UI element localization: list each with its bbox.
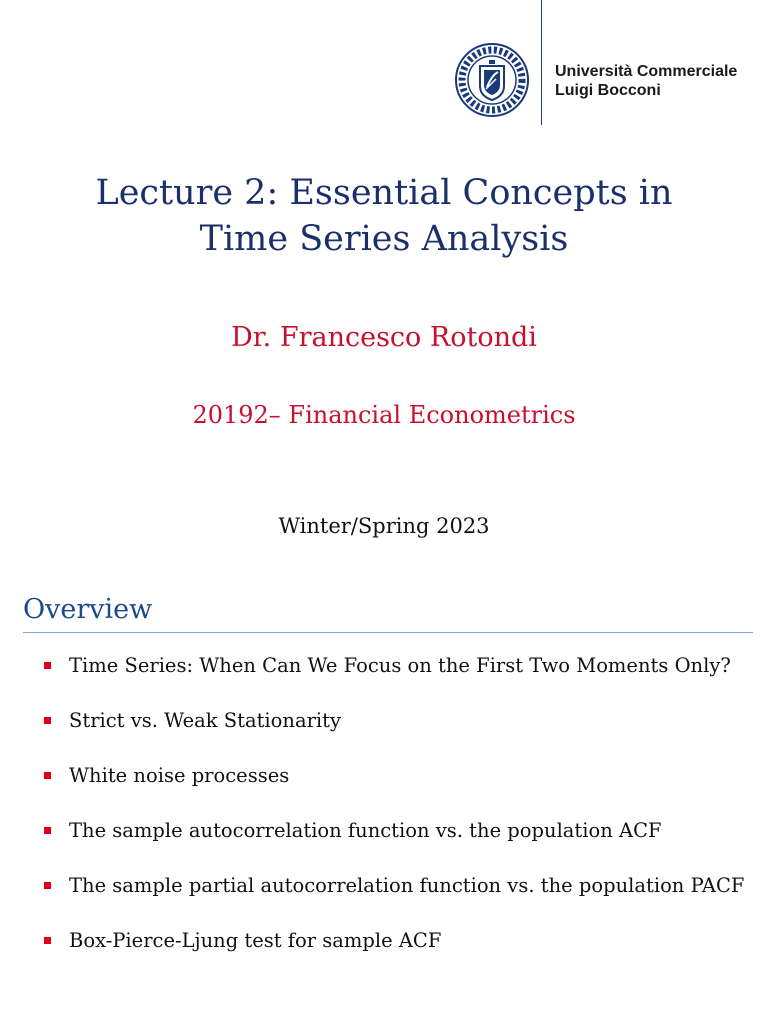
list-item xyxy=(44,652,760,679)
list-item-text: Box-Pierce-Ljung test for sample ACF xyxy=(69,929,442,952)
list-item xyxy=(44,707,760,734)
overview-list xyxy=(44,652,760,982)
list-item xyxy=(44,817,760,844)
logo-divider xyxy=(541,0,542,125)
list-item xyxy=(44,762,760,789)
bocconi-seal-icon xyxy=(454,42,530,118)
list-item-text: Strict vs. Weak Stationarity xyxy=(69,709,341,732)
term-label: Winter/Spring 2023 xyxy=(278,514,490,538)
course-name: 20192– Financial Econometrics xyxy=(192,401,576,429)
bullet-square-icon xyxy=(44,937,51,944)
bullet-square-icon xyxy=(44,827,51,834)
list-item xyxy=(44,872,760,899)
bullet-square-icon xyxy=(44,717,51,724)
bullet-square-icon xyxy=(44,662,51,669)
list-item-text: White noise processes xyxy=(69,764,290,787)
overview-slide xyxy=(0,580,768,1024)
lecture-title-line1: Lecture 2: Essential Concepts in xyxy=(95,173,673,213)
university-name xyxy=(555,62,737,100)
lecture-title xyxy=(40,170,728,262)
lecture-title-line2: Time Series Analysis xyxy=(199,219,569,259)
bullet-square-icon xyxy=(44,772,51,779)
overview-heading: Overview xyxy=(23,594,153,625)
university-name-line2: Luigi Bocconi xyxy=(555,82,661,99)
list-item-text: The sample autocorrelation function vs. the population ACF xyxy=(69,819,662,842)
author-name: Dr. Francesco Rotondi xyxy=(231,322,537,353)
university-logo xyxy=(454,42,764,124)
university-name-line1: Università Commerciale xyxy=(555,63,738,80)
list-item-text: Time Series: When Can We Focus on the First Two Moments Only? xyxy=(69,654,731,677)
list-item xyxy=(44,927,760,954)
list-item-text: The sample partial autocorrelation function vs. the population PACF xyxy=(69,874,745,897)
heading-divider xyxy=(23,632,753,633)
bullet-square-icon xyxy=(44,882,51,889)
